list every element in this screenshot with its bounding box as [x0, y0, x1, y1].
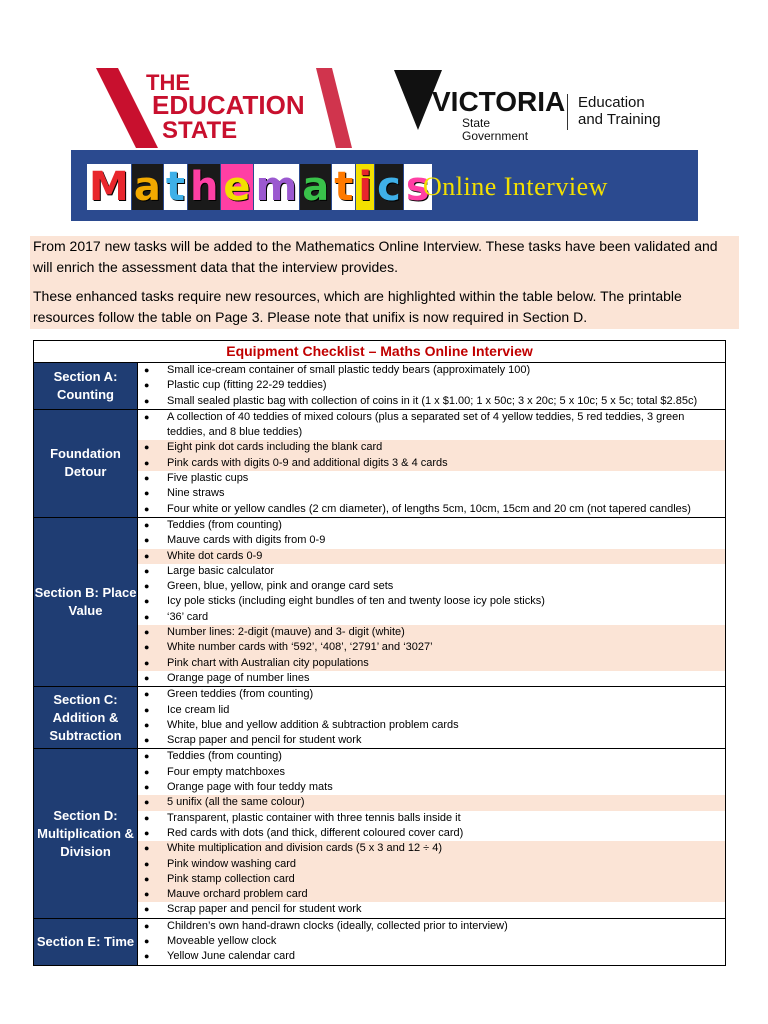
- checklist-item: [138, 564, 725, 579]
- checklist-item-text: Nine straws: [167, 487, 225, 500]
- equipment-checklist-table: [33, 340, 726, 966]
- bullet-icon: ●: [144, 843, 150, 854]
- checklist-item-text: Mauve orchard problem card: [167, 888, 308, 901]
- checklist-item-new: [138, 549, 725, 564]
- mathematics-banner: [71, 150, 698, 221]
- checklist-item-text: Small sealed plastic bag with collection of coins in it (1 x $1.00; 1 x 50c; 3 x 20c; 5 x 10c; 5 x 5c; total $2.85c): [167, 394, 698, 407]
- checklist-item: [138, 780, 725, 795]
- bullet-icon: ●: [144, 873, 150, 884]
- bullet-icon: ●: [144, 782, 150, 793]
- checklist-item-text: Five plastic cups: [167, 472, 249, 485]
- checklist-item-new: [138, 841, 725, 856]
- bullet-icon: ●: [144, 904, 150, 915]
- bullet-icon: ●: [144, 920, 150, 931]
- checklist-item-text: Icy pole sticks (including eight bundles of ten and twenty loose icy pole sticks): [167, 595, 545, 608]
- bullet-icon: ●: [144, 611, 150, 622]
- checklist-item-new: [138, 795, 725, 810]
- bullet-icon: ●: [144, 535, 150, 546]
- checklist-item: [138, 533, 725, 548]
- checklist-item: [138, 410, 725, 441]
- bullet-icon: ●: [144, 380, 150, 391]
- checklist-item-text: Red cards with dots (and thick, different coloured cover card): [167, 826, 464, 839]
- checklist-item: [138, 687, 725, 702]
- checklist-item-text: A collection of 40 teddies of mixed colours (plus a separated set of 4 yellow teddies, 5 red teddies, 3 green teddies, and 8 blue teddies): [167, 410, 685, 439]
- section-label: Section A: Counting: [34, 363, 138, 410]
- checklist-item-text: Pink cards with digits 0-9 and additional digits 3 & 4 cards: [167, 456, 448, 469]
- checklist-item-new: [138, 640, 725, 655]
- bullet-icon: ●: [144, 395, 150, 406]
- section-label: Section D: Multiplication & Division: [34, 749, 138, 918]
- checklist-item: [138, 579, 725, 594]
- checklist-item: [138, 703, 725, 718]
- bullet-icon: ●: [144, 797, 150, 808]
- checklist-item: [138, 765, 725, 780]
- checklist-item: [138, 518, 725, 533]
- bullet-icon: ●: [144, 550, 150, 561]
- section-items: [138, 687, 726, 749]
- bullet-icon: ●: [144, 951, 150, 962]
- section-row: [34, 918, 726, 965]
- checklist-item-text: White dot cards 0-9: [167, 549, 263, 562]
- bullet-icon: ●: [144, 935, 150, 946]
- checklist-item-text: Eight pink dot cards including the blank card: [167, 441, 383, 454]
- bullet-icon: ●: [144, 365, 150, 375]
- logo-text-state: STATE: [162, 117, 238, 144]
- math-letter: e: [223, 164, 251, 210]
- checklist-item-text: Number lines: 2-digit (mauve) and 3- digit (white): [167, 626, 405, 639]
- math-letter: i: [358, 164, 373, 210]
- checklist-item-text: Mauve cards with digits from 0-9: [167, 534, 326, 547]
- checklist-item: [138, 733, 725, 748]
- math-letter: h: [189, 164, 219, 210]
- checklist-item-text: 5 unifix (all the same colour): [167, 796, 305, 809]
- logo-text-education: EDUCATION: [152, 90, 305, 120]
- checklist-item-text: White, blue and yellow addition & subtraction problem cards: [167, 718, 459, 731]
- checklist-item-text: Orange page of number lines: [167, 671, 310, 684]
- section-items: [138, 409, 726, 517]
- checklist-item-text: Pink window washing card: [167, 857, 297, 870]
- section-row: [34, 363, 726, 410]
- bullet-icon: ●: [144, 719, 150, 730]
- bullet-icon: ●: [144, 751, 150, 762]
- bullet-icon: ●: [144, 442, 150, 453]
- bullet-icon: ●: [144, 704, 150, 715]
- bullet-icon: ●: [144, 503, 150, 514]
- department-text: [578, 94, 661, 128]
- bullet-icon: ●: [144, 627, 150, 638]
- checklist-item: [138, 811, 725, 826]
- math-letter: a: [302, 164, 330, 210]
- checklist-item-text: Scrap paper and pencil for student work: [167, 734, 362, 747]
- checklist-item-new: [138, 887, 725, 902]
- bullet-icon: ●: [144, 565, 150, 576]
- checklist-item-new: [138, 872, 725, 887]
- checklist-item-text: Four white or yellow candles (2 cm diameter), of lengths 5cm, 10cm, 15cm and 20 cm (not tapered candles): [167, 502, 691, 515]
- math-letter: c: [377, 164, 401, 210]
- bullet-icon: ●: [144, 596, 150, 607]
- checklist-item: [138, 919, 725, 934]
- checklist-item-text: Plastic cup (fitting 22-29 teddies): [167, 379, 327, 392]
- checklist-item: [138, 486, 725, 501]
- logo-text-the: THE: [146, 70, 190, 95]
- section-items: [138, 363, 726, 410]
- checklist-item-new: [138, 625, 725, 640]
- math-letter: m: [255, 164, 298, 210]
- checklist-item: [138, 363, 725, 378]
- checklist-item: [138, 826, 725, 841]
- bullet-icon: ●: [144, 457, 150, 468]
- section-items: [138, 749, 726, 918]
- checklist-item: [138, 610, 725, 625]
- math-letter: s: [405, 164, 430, 210]
- intro-paragraph-1: From 2017 new tasks will be added to the Mathematics Online Interview. These tasks have been validated and will enrich the assessment data that the interview provides.: [33, 238, 718, 275]
- state-text: State: [462, 116, 491, 130]
- checklist-item: [138, 718, 725, 733]
- online-interview-title: Online Interview: [423, 172, 608, 201]
- checklist-item: [138, 949, 725, 964]
- checklist-item-text: Teddies (from counting): [167, 750, 282, 763]
- section-label: Section E: Time: [34, 918, 138, 965]
- checklist-item: [138, 594, 725, 609]
- section-items: [138, 918, 726, 965]
- checklist-item: [138, 934, 725, 949]
- intro-paragraph-2: These enhanced tasks require new resources, which are highlighted within the table below. The printable resources follow the table on Page 3. Please note that unifix is now required in Section D.: [33, 288, 682, 325]
- checklist-item-text: Orange page with four teddy mats: [167, 781, 333, 794]
- bullet-icon: ●: [144, 657, 150, 668]
- checklist-item: [138, 749, 725, 764]
- checklist-item-text: White multiplication and division cards (5 x 3 and 12 ÷ 4): [167, 842, 443, 855]
- math-letter: M: [89, 164, 129, 210]
- checklist-item-text: Transparent, plastic container with three tennis balls inside it: [167, 811, 461, 824]
- checklist-item-text: Ice cream lid: [167, 703, 230, 716]
- bullet-icon: ●: [144, 889, 150, 900]
- table-title: Equipment Checklist – Maths Online Interview: [34, 341, 726, 363]
- section-items: [138, 517, 726, 686]
- header-logos: [96, 68, 676, 148]
- checklist-item: [138, 502, 725, 517]
- government-text: Government: [462, 129, 529, 143]
- checklist-item-text: Yellow June calendar card: [167, 950, 296, 963]
- bullet-icon: ●: [144, 766, 150, 777]
- state-government-text: [462, 117, 528, 143]
- victoria-wordmark: VICTORIA: [432, 86, 566, 117]
- checklist-item: [138, 378, 725, 393]
- checklist-item-text: Green teddies (from counting): [167, 688, 314, 701]
- checklist-item-new: [138, 440, 725, 455]
- bullet-icon: ●: [144, 858, 150, 869]
- bullet-icon: ●: [144, 642, 150, 653]
- section-row: [34, 687, 726, 749]
- checklist-item: [138, 394, 725, 409]
- bullet-icon: ●: [144, 689, 150, 700]
- checklist-item-text: ‘36’ card: [167, 610, 209, 623]
- dept-line-1: Education: [578, 94, 645, 111]
- bullet-icon: ●: [144, 411, 150, 422]
- section-row: [34, 749, 726, 918]
- checklist-item-text: Small ice-cream container of small plastic teddy bears (approximately 100): [167, 364, 531, 376]
- checklist-item-new: [138, 857, 725, 872]
- intro-box: [30, 236, 739, 329]
- checklist-item-text: Pink chart with Australian city populations: [167, 656, 369, 669]
- math-letter: t: [334, 164, 354, 210]
- bullet-icon: ●: [144, 827, 150, 838]
- bullet-icon: ●: [144, 519, 150, 530]
- checklist-item-text: Moveable yellow clock: [167, 934, 277, 947]
- mathematics-wordmark: [87, 160, 433, 210]
- logo-divider: [567, 94, 568, 130]
- checklist-item-text: Teddies (from counting): [167, 518, 282, 531]
- section-row: [34, 517, 726, 686]
- education-state-logo: [96, 68, 356, 148]
- bullet-icon: ●: [144, 735, 150, 746]
- checklist-item-text: Scrap paper and pencil for student work: [167, 903, 362, 916]
- checklist-item-new: [138, 456, 725, 471]
- checklist-item-text: Green, blue, yellow, pink and orange card sets: [167, 580, 394, 593]
- section-label: Foundation Detour: [34, 409, 138, 517]
- section-label: Section B: Place Value: [34, 517, 138, 686]
- checklist-item-text: White number cards with ‘592’, ‘408’, ‘2791’ and ‘3027’: [167, 641, 433, 654]
- bullet-icon: ●: [144, 672, 150, 683]
- bullet-icon: ●: [144, 473, 150, 484]
- checklist-item-text: Children’s own hand-drawn clocks (ideally, collected prior to interview): [167, 919, 508, 932]
- bullet-icon: ●: [144, 488, 150, 499]
- checklist-item: [138, 671, 725, 686]
- table-body: [34, 363, 726, 966]
- section-label: Section C: Addition & Subtraction: [34, 687, 138, 749]
- checklist-item: [138, 902, 725, 917]
- math-letter: a: [133, 164, 161, 210]
- bullet-icon: ●: [144, 581, 150, 592]
- dept-line-2: and Training: [578, 111, 661, 128]
- checklist-item: [138, 471, 725, 486]
- bullet-icon: ●: [144, 812, 150, 823]
- math-letter: t: [165, 164, 185, 210]
- checklist-item-text: Large basic calculator: [167, 564, 275, 577]
- checklist-item-text: Four empty matchboxes: [167, 765, 285, 778]
- checklist-item-text: Pink stamp collection card: [167, 872, 295, 885]
- checklist-item-new: [138, 656, 725, 671]
- section-row: [34, 409, 726, 517]
